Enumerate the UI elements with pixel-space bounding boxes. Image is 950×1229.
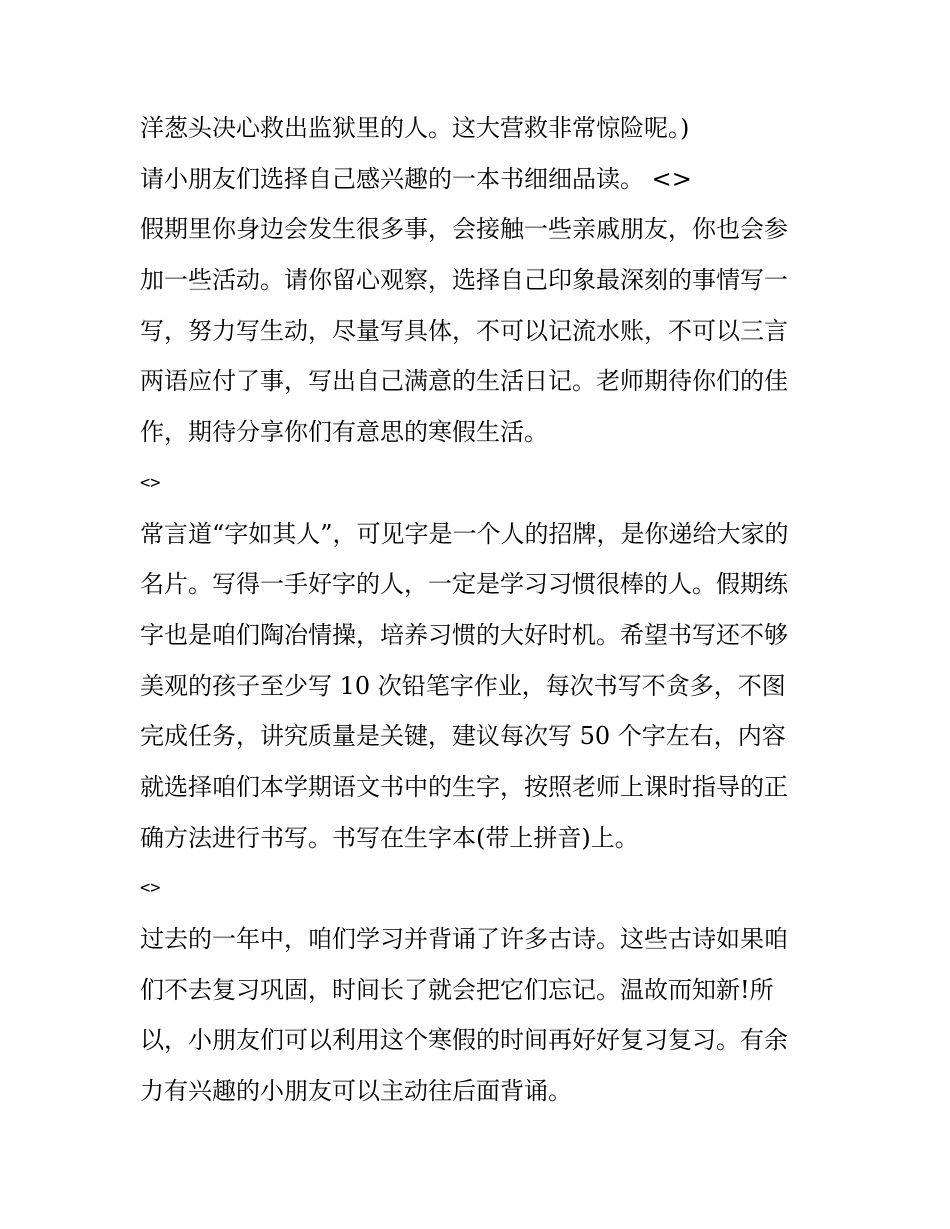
text-line: 洋葱头决心救出监狱里的人。这大营救非常惊险呢。) [140,114,690,142]
text-line: 写，努力写生动，尽量写具体，不可以记流水账，不可以三言 [140,316,788,345]
text-line: 美观的孩子至少写 10 次铅笔字作业，每次书写不贪多，不图 [140,671,786,700]
section-marker: <> [140,878,161,899]
text-line: 两语应付了事，写出自己满意的生活日记。老师期待你们的佳 [140,367,788,396]
text-line: 常言道“字如其人”，可见字是一个人的招牌，是你递给大家的 [140,519,789,548]
text-line: 以，小朋友们可以利用这个寒假的时间再好好复习复习。有余 [140,1026,788,1055]
text-line: 力有兴趣的小朋友可以主动往后面背诵。 [140,1077,572,1106]
text-line: 字也是咱们陶冶情操，培养习惯的大好时机。希望书写还不够 [140,620,788,649]
text-line: 名片。写得一手好字的人，一定是学习习惯很棒的人。假期练 [140,570,788,599]
text-line: 作，期待分享你们有意思的寒假生活。 [140,418,548,447]
section-marker: <> [140,472,161,493]
text-line: 过去的一年中，咱们学习并背诵了许多古诗。这些古诗如果咱 [140,925,788,953]
text-line: 请小朋友们选择自己感兴趣的一本书细细品读。 <> [140,164,692,193]
document-body [140,103,820,1117]
text-line: 加一些活动。请你留心观察，选择自己印象最深刻的事情写一 [140,266,788,295]
text-line: 假期里你身边会发生很多事，会接触一些亲戚朋友，你也会参 [140,215,788,244]
text-line: 确方法进行书写。书写在生字本(带上拼音)上。 [140,823,639,852]
text-line: 完成任务，讲究质量是关键，建议每次写 50 个字左右，内容 [140,722,786,751]
text-line: 就选择咱们本学期语文书中的生字，按照老师上课时指导的正 [140,772,788,801]
text-line: 们不去复习巩固，时间长了就会把它们忘记。温故而知新!所 [140,975,774,1004]
